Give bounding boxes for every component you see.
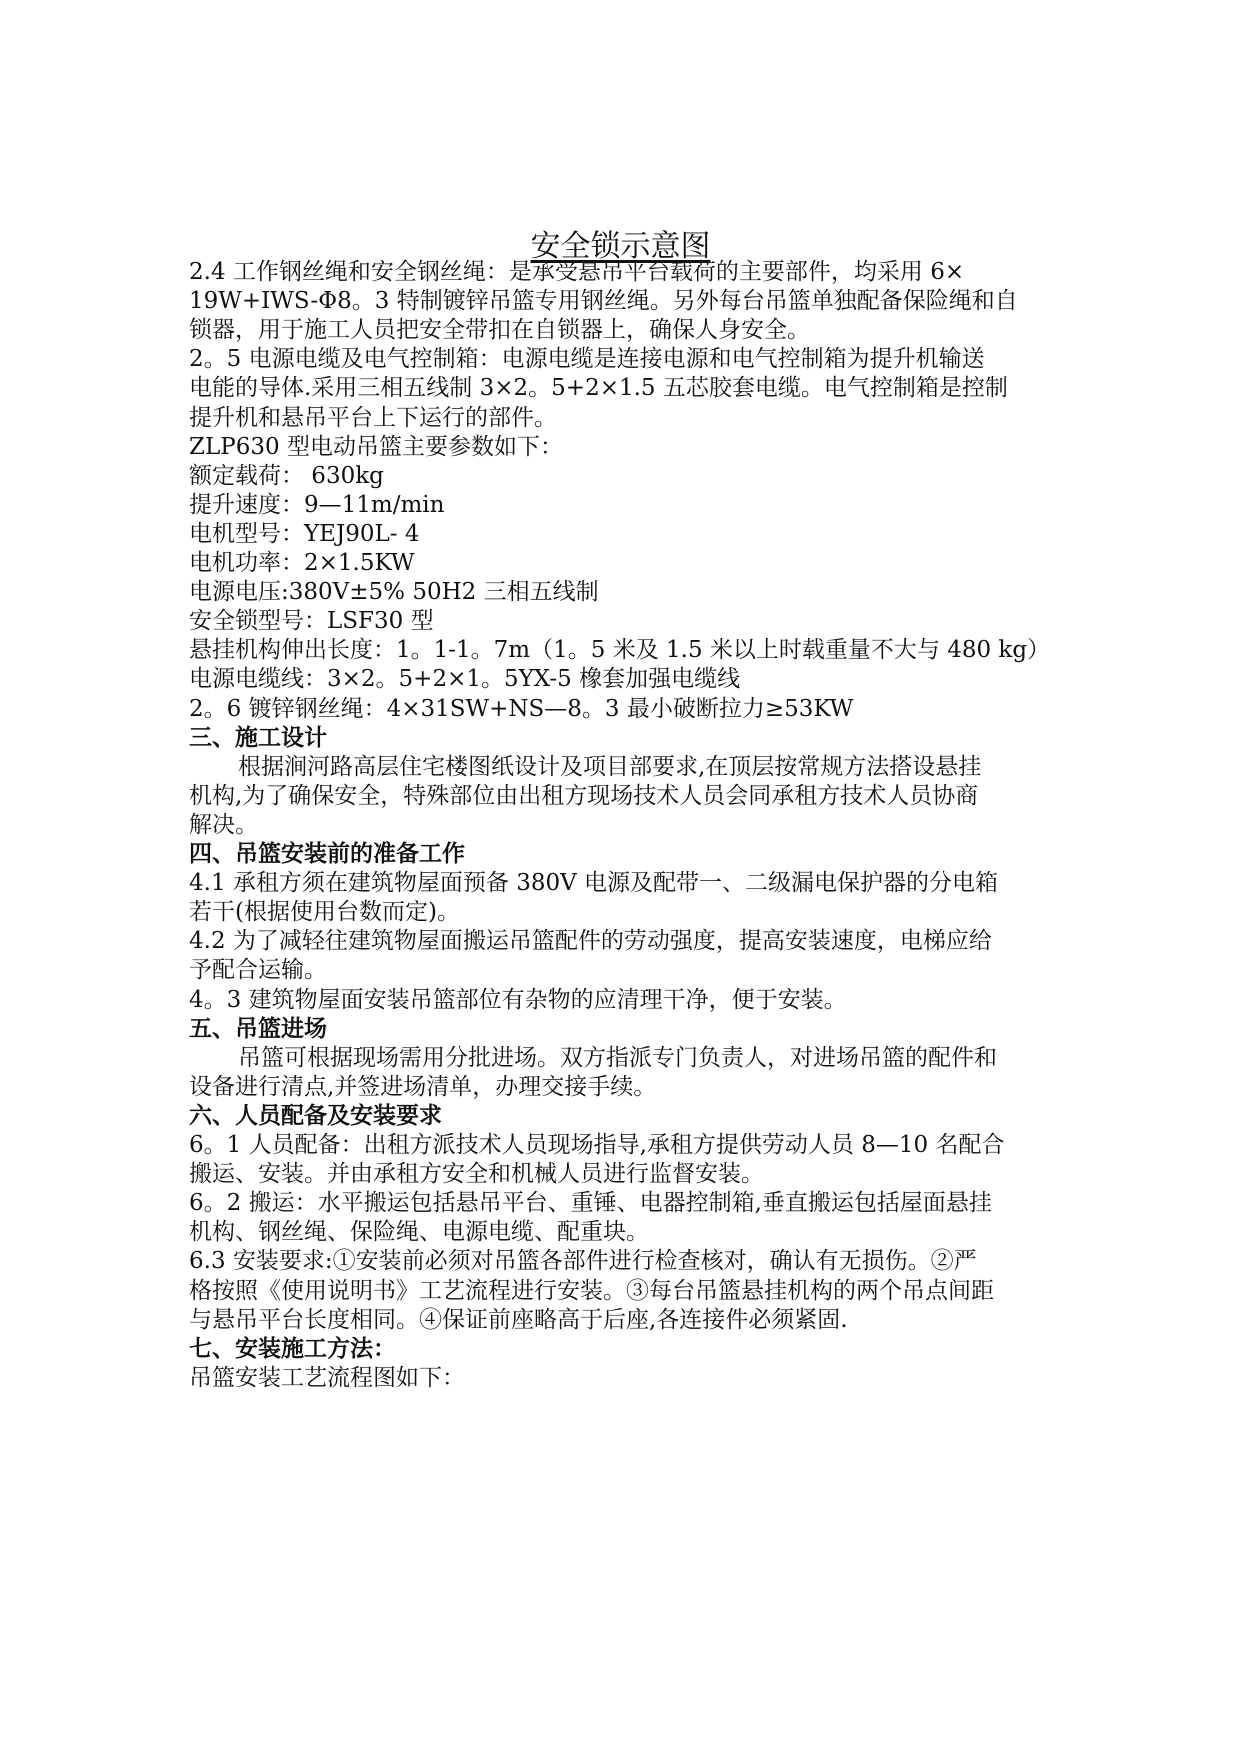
section-heading: 五、吊篮进场 (189, 1014, 327, 1042)
section-heading: 六、人员配备及安装要求 (189, 1101, 442, 1129)
body-line: 6.3 安装要求:①安装前必须对吊篮各部件进行检查核对，确认有无损伤。②严 (189, 1248, 977, 1275)
section-heading: 三、施工设计 (189, 723, 327, 751)
body-line: 4。3 建筑物屋面安装吊篮部位有杂物的应清理干净，便于安装。 (189, 986, 847, 1013)
body-line: 电能的导体.采用三相五线制 3×2。5+2×1.5 五芯胶套电缆。电气控制箱是控制 (189, 375, 1008, 402)
body-line: 若干(根据使用台数而定)。 (189, 899, 460, 926)
body-line: 电机功率：2×1.5KW (189, 550, 415, 576)
body-line: 19W+IWS-Φ8。3 特制镀锌吊篮专用钢丝绳。另外每台吊篮单独配备保险绳和自 (189, 288, 1018, 315)
body-line: 吊篮安装工艺流程图如下： (189, 1364, 465, 1391)
body-line: 6。2 搬运：水平搬运包括悬吊平台、重锤、电器控制箱,垂直搬运包括屋面悬挂 (189, 1190, 992, 1217)
body-line: 额定载荷： 630kg (189, 462, 384, 489)
body-line: 2。6 镀锌钢丝绳：4×31SW+NS—8。3 最小破断拉力≥53KW (189, 695, 854, 722)
body-line: 4.2 为了减轻往建筑物屋面搬运吊篮配件的劳动强度，提高安装速度，电梯应给 (189, 928, 992, 955)
body-line: 电机型号：YEJ90L- 4 (189, 520, 420, 547)
body-line: 设备进行清点,并签进场清单，办理交接手续。 (189, 1073, 657, 1100)
paragraph-first-line: 根据涧河路高层住宅楼图纸设计及项目部要求,在顶层按常规方法搭设悬挂 (238, 753, 982, 780)
paragraph-first-line: 吊篮可根据现场需用分批进场。双方指派专门负责人，对进场吊篮的配件和 (238, 1044, 997, 1071)
body-line: 提升机和悬吊平台上下运行的部件。 (189, 404, 557, 431)
body-line: 锁器，用于施工人员把安全带扣在自锁器上，确保人身安全。 (189, 317, 810, 344)
document-title: 安全锁示意图 (530, 229, 711, 264)
body-line: 2。5 电源电缆及电气控制箱：电源电缆是连接电源和电气控制箱为提升机输送 (189, 346, 985, 373)
body-line: 格按照《使用说明书》工艺流程进行安装。③每台吊篮悬挂机构的两个吊点间距 (189, 1277, 994, 1304)
body-line: 机构,为了确保安全，特殊部位由出租方现场技术人员会同承租方技术人员协商 (189, 782, 979, 809)
body-line: 悬挂机构伸出长度：1。1-1。7m（1。5 米及 1.5 米以上时载重量不大与 480 kg） (189, 637, 1051, 664)
section-heading: 七、安装施工方法： (189, 1334, 396, 1362)
body-line: 2.4 工作钢丝绳和安全钢丝绳：是承受悬吊平台载荷的主要部件，均采用 6× (189, 259, 965, 285)
body-line: 电源电压:380V±5% 50H2 三相五线制 (189, 579, 599, 606)
body-line: 解决。 (189, 811, 258, 838)
body-line: 与悬吊平台长度相同。④保证前座略高于后座,各连接件必须紧固. (189, 1306, 848, 1333)
section-heading: 四、吊篮安装前的准备工作 (189, 840, 465, 867)
body-line: 安全锁型号：LSF30 型 (189, 608, 434, 635)
body-line: 4.1 承租方须在建筑物屋面预备 380V 电源及配带一、二级漏电保护器的分电箱 (189, 870, 999, 897)
body-line: 机构、钢丝绳、保险绳、电源电缆、配重块。 (189, 1219, 649, 1246)
body-line: 搬运、安装。并由承租方安全和机械人员进行监督安装。 (189, 1161, 764, 1188)
body-line: 予配合运输。 (189, 957, 327, 984)
body-line: 电源电缆线：3×2。5+2×1。5YX-5 橡套加强电缆线 (189, 666, 741, 693)
body-line: ZLP630 型电动吊篮主要参数如下： (189, 433, 563, 460)
body-line: 提升速度：9—11m/min (189, 491, 445, 518)
body-line: 6。1 人员配备：出租方派技术人员现场指导,承租方提供劳动人员 8—10 名配合 (189, 1132, 1005, 1158)
